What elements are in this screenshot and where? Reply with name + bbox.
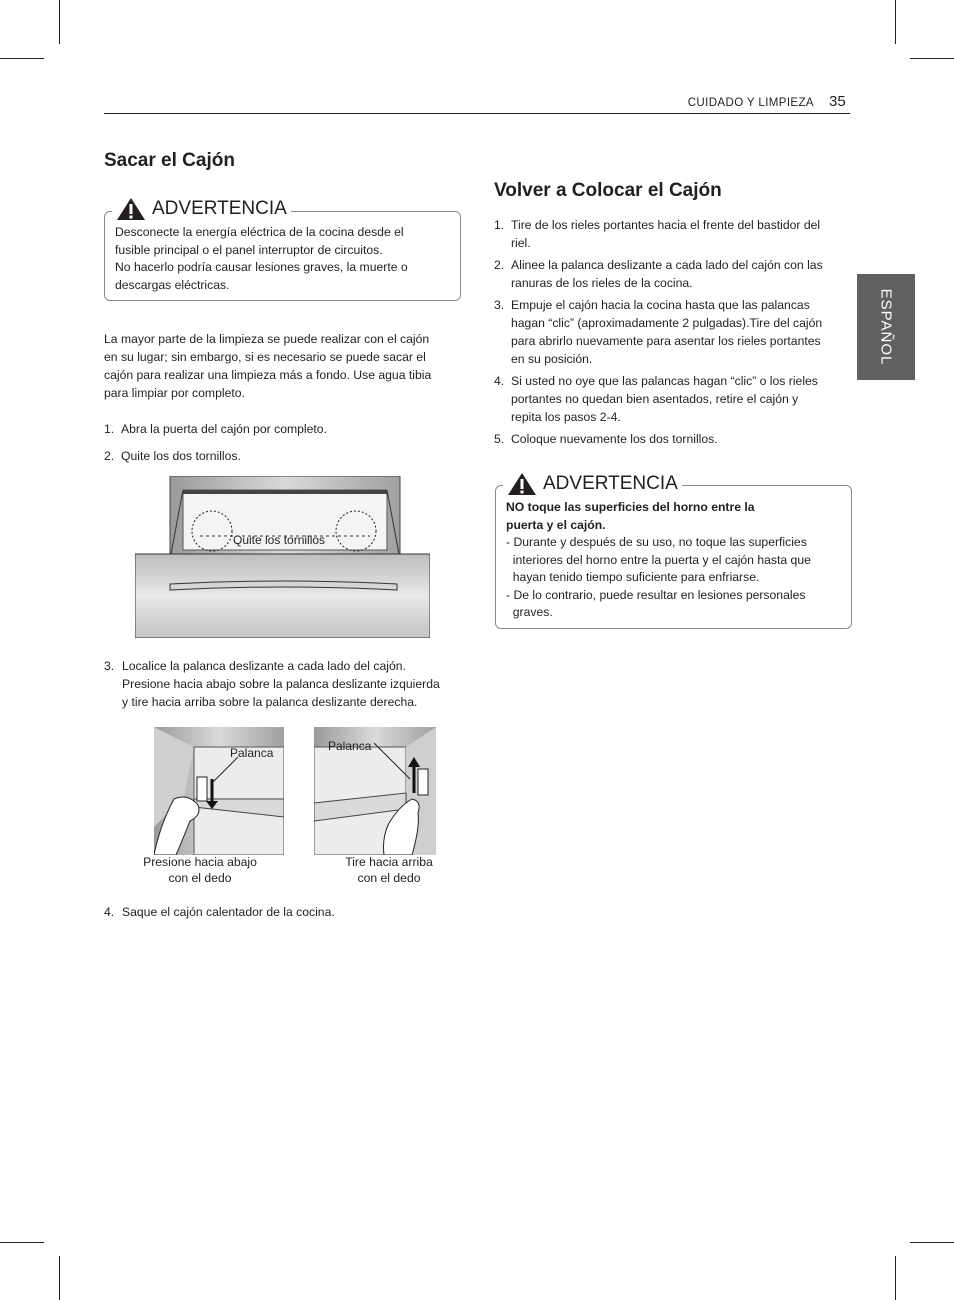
list-item [494, 296, 854, 368]
page-number: 35 [829, 93, 846, 110]
step-text: y tire hacia arriba sobre la palanca deslizante derecha. [122, 695, 418, 709]
crop-mark [59, 1256, 60, 1300]
crop-mark [910, 1242, 954, 1243]
intro-line: para limpiar por completo. [104, 386, 245, 400]
warning-line: Desconecte la energía eléctrica de la cocina desde el [115, 225, 404, 239]
intro-paragraph [104, 330, 464, 402]
step-text: hagan “clic” (aproximadamente 2 pulgadas).Tire del cajón [511, 316, 823, 330]
figure-label-lever-left: Palanca [230, 746, 274, 760]
step-text: en su posición. [511, 352, 593, 366]
warning-bold-line: NO toque las superficies del horno entre la [506, 500, 755, 514]
list-item [104, 447, 464, 465]
warning-triangle-icon [507, 472, 537, 496]
step-text: Tire de los rieles portantes hacia el frente del bastidor del [511, 218, 821, 232]
header-section-title: CUIDADO Y LIMPIEZA [687, 97, 814, 109]
step-text: Si usted no oye que las palancas hagan “clic” o los rieles [511, 374, 818, 388]
step-3-remove [104, 657, 464, 711]
step-number: 5. [494, 432, 505, 446]
list-item [494, 216, 854, 252]
warning-box-left [104, 211, 461, 301]
caption-line: Tire hacia arriba [345, 855, 433, 869]
warning-heading-left [112, 197, 291, 221]
figure-label-screws: Quite los tornillos [233, 533, 326, 547]
section-title-replace-drawer: Volver a Colocar el Cajón [494, 180, 722, 201]
crop-mark [895, 1256, 896, 1300]
warning-title: ADVERTENCIA [152, 198, 287, 219]
caption-line: con el dedo [168, 871, 232, 885]
step-text: repita los pasos 2-4. [511, 410, 621, 424]
step-number: 3. [494, 298, 505, 312]
warning-box-right [495, 485, 852, 629]
caption-line: Presione hacia abajo [143, 855, 257, 869]
section-title-remove-drawer: Sacar el Cajón [104, 150, 235, 171]
step-text: Quite los dos tornillos. [121, 449, 241, 463]
step-number: 4. [494, 374, 505, 388]
step-text: riel. [511, 236, 531, 250]
step-text: Presione hacia abajo sobre la palanca deslizante izquierda [122, 677, 440, 691]
step-text: Abra la puerta del cajón por completo. [121, 422, 327, 436]
warning-line: interiores del horno entre la puerta y el cajón hasta que [506, 552, 811, 567]
warning-title: ADVERTENCIA [543, 473, 678, 494]
warning-bold-line: puerta y el cajón. [506, 517, 606, 532]
list-item [494, 430, 854, 448]
step-text: Empuje el cajón hacia la cocina hasta que las palancas [511, 298, 810, 312]
crop-mark [0, 58, 44, 59]
crop-mark [895, 0, 896, 44]
warning-line: - De lo contrario, puede resultar en lesiones personales [506, 587, 806, 602]
step-text: Alinee la palanca deslizante a cada lado del cajón con las [511, 258, 823, 272]
crop-mark [910, 58, 954, 59]
step-text: para abrirlo nuevamente para asentar los rieles portantes [511, 334, 821, 348]
step-number: 3. [104, 659, 115, 673]
drawer-screws-illustration [135, 476, 430, 638]
step-number: 1. [104, 422, 115, 436]
step-4-remove [104, 903, 464, 921]
language-tab-label: ESPAÑOL [877, 288, 895, 366]
figure-label-lever-right: Palanca [328, 739, 372, 753]
intro-line: cajón para realizar una limpieza más a fondo. Use agua tibia [104, 368, 432, 382]
language-tab [857, 274, 915, 380]
step-text: ranuras de los rieles de la cocina. [511, 276, 693, 290]
header-rule [104, 113, 850, 114]
step-number: 2. [104, 449, 115, 463]
warning-line: fusible principal o el panel interruptor de circuitos. [115, 242, 383, 257]
lever-pull-up-illustration [314, 727, 436, 855]
step-text: portantes no quedan bien asentados, retire el cajón y [511, 392, 799, 406]
crop-mark [59, 0, 60, 44]
step-number: 1. [494, 218, 505, 232]
intro-line: La mayor parte de la limpieza se puede realizar con el cajón [104, 332, 430, 346]
step-text: Coloque nuevamente los dos tornillos. [511, 432, 718, 446]
list-item [104, 420, 464, 438]
caption-pull-up [319, 854, 459, 886]
warning-line: hayan tenido tiempo suficiente para enfriarse. [506, 570, 760, 584]
lever-press-down-illustration [154, 727, 284, 855]
warning-line: descargas eléctricas. [115, 277, 230, 292]
steps-list-replace [494, 216, 854, 452]
step-text: Saque el cajón calentador de la cocina. [122, 905, 335, 919]
list-item [494, 256, 854, 292]
intro-line: en su lugar; sin embargo, si es necesario se puede sacar el [104, 350, 426, 364]
warning-line: graves. [506, 605, 553, 619]
warning-line: No hacerlo podría causar lesiones graves, la muerte o [115, 260, 408, 274]
warning-heading-right [503, 472, 682, 496]
caption-press-down [130, 854, 270, 886]
warning-triangle-icon [116, 197, 146, 221]
list-item [494, 372, 854, 426]
step-number: 4. [104, 905, 115, 919]
crop-mark [0, 1242, 44, 1243]
step-text: Localice la palanca deslizante a cada lado del cajón. [122, 659, 406, 673]
caption-line: con el dedo [357, 871, 421, 885]
step-number: 2. [494, 258, 505, 272]
steps-list-remove [104, 420, 464, 469]
warning-line: - Durante y después de su uso, no toque las superficies [506, 535, 807, 549]
